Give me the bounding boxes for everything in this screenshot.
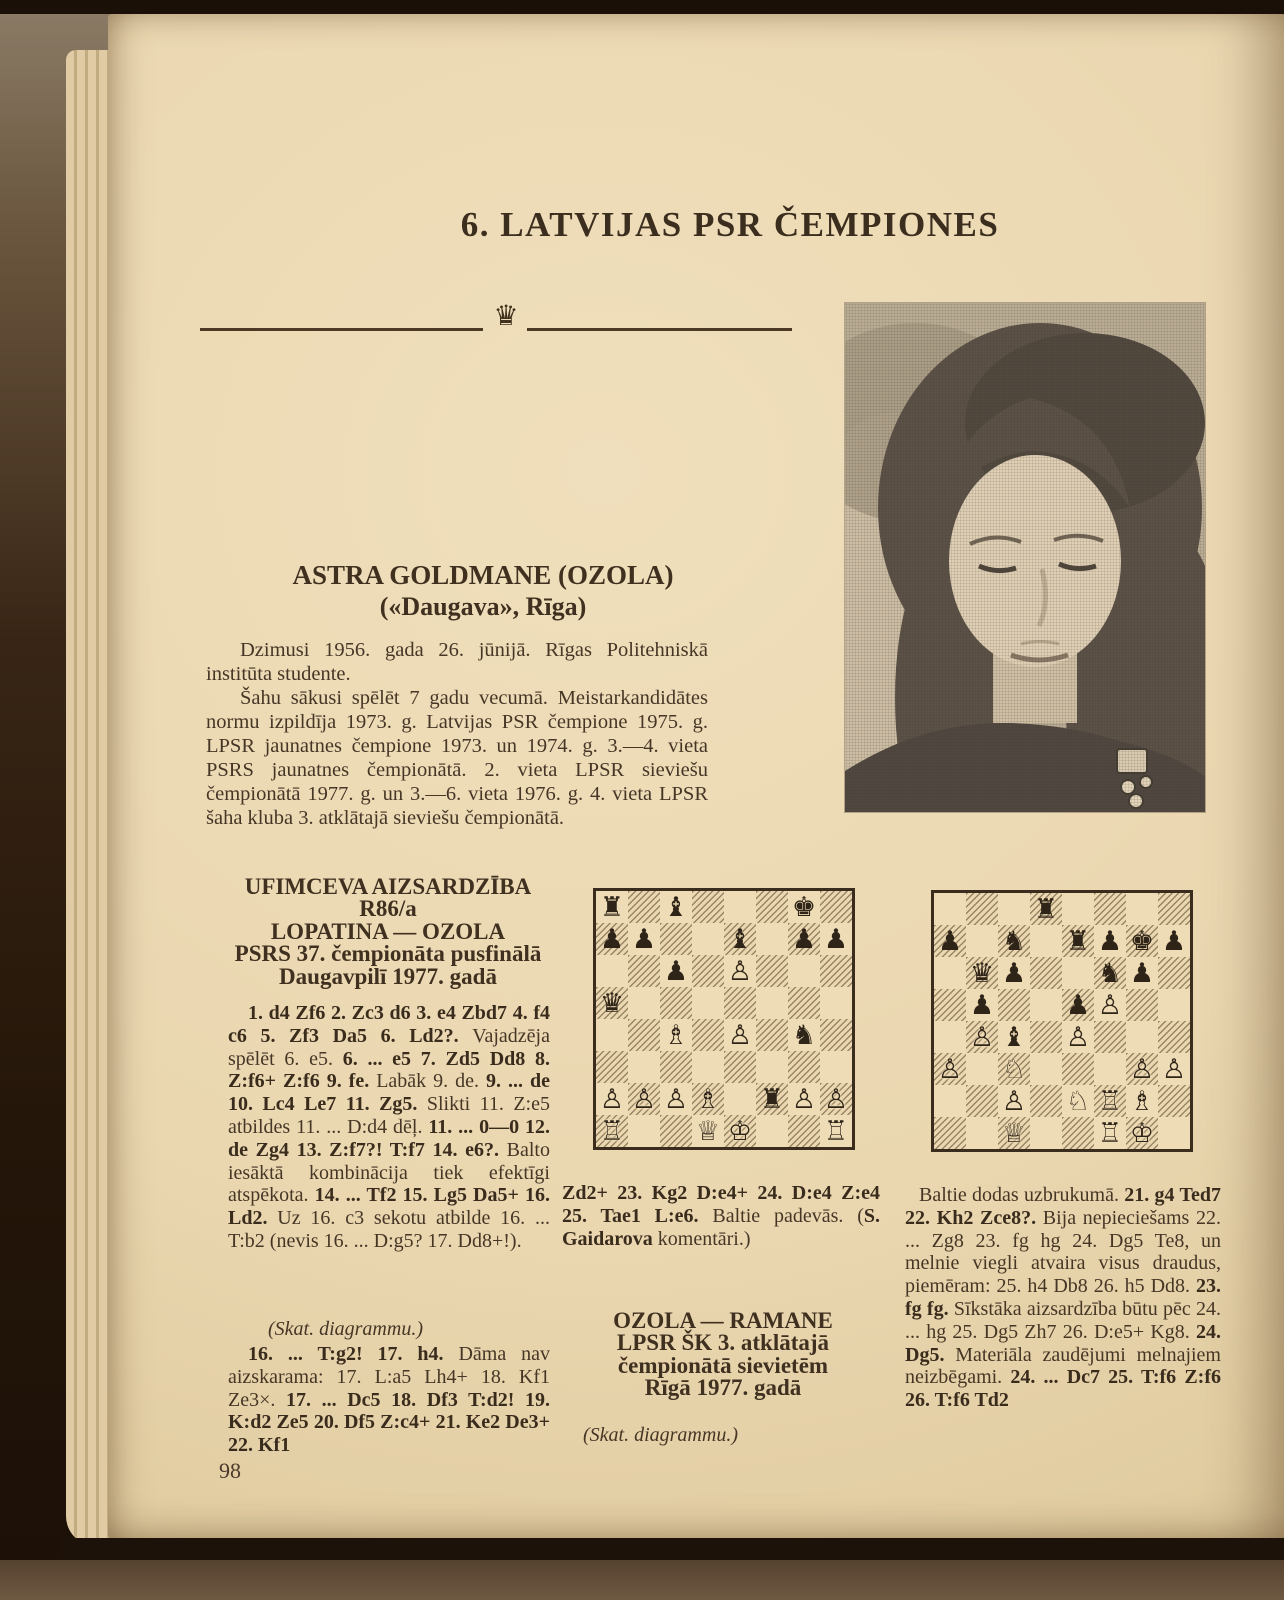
board-square bbox=[788, 923, 820, 955]
board-square bbox=[1126, 989, 1158, 1021]
board-square bbox=[1030, 1053, 1062, 1085]
black-pawn-piece: ♟ bbox=[937, 925, 963, 957]
commentary-text: Sīkstāka aizsardzība būtu pēc 24. ... hg 25. Dg5 Zh7 26. D:e5+ Kg8. bbox=[905, 1297, 1221, 1343]
board-square bbox=[1062, 925, 1094, 957]
black-king-piece: ♚ bbox=[1129, 925, 1155, 957]
board-square bbox=[724, 1115, 756, 1147]
commentary-text: Uz 16. c3 sekotu atbilde 16. ... T:b2 (nevis 16. ... D:g5? 17. Dd8+!). bbox=[228, 1207, 550, 1252]
player-bio bbox=[206, 638, 708, 830]
white-rook-piece: ♖ bbox=[1097, 1117, 1123, 1149]
game2-event-line-2: čempionātā sievietēm bbox=[617, 1352, 829, 1378]
white-pawn-piece: ♙ bbox=[823, 1083, 849, 1115]
white-bishop-piece: ♗ bbox=[695, 1083, 721, 1115]
board-square bbox=[820, 1115, 852, 1147]
white-bishop-piece: ♗ bbox=[663, 1019, 689, 1051]
board-square bbox=[1158, 893, 1190, 925]
white-pawn-piece: ♙ bbox=[663, 1083, 689, 1115]
board-square bbox=[1062, 1021, 1094, 1053]
game-move-text: 17. ... Dc5 18. Df3 T:d2! 19. K:d2 Ze5 20. Df5 Z:c4+ 21. Ke2 De3+ 22. Kf1 bbox=[228, 1388, 550, 1457]
board-square bbox=[692, 1115, 724, 1147]
black-knight-piece: ♞ bbox=[1097, 957, 1123, 989]
board-square bbox=[934, 925, 966, 957]
black-knight-piece: ♞ bbox=[791, 1019, 817, 1051]
board-square bbox=[934, 893, 966, 925]
commentary-text: komentāri.) bbox=[652, 1227, 751, 1250]
board-square bbox=[596, 1083, 628, 1115]
game-move-text: S. Gaidarova bbox=[562, 1204, 880, 1250]
commentary-text: Baltie dodas uzbrukumā. bbox=[919, 1184, 1125, 1206]
white-pawn-piece: ♙ bbox=[1161, 1053, 1187, 1085]
board-square bbox=[756, 1115, 788, 1147]
board-square bbox=[966, 1053, 998, 1085]
board-square bbox=[1126, 893, 1158, 925]
board-square bbox=[596, 891, 628, 923]
game2-see-diagram-note: (Skat. diagrammu.) bbox=[583, 1424, 738, 1446]
white-pawn-piece: ♙ bbox=[1001, 1085, 1027, 1117]
board-square bbox=[1158, 1085, 1190, 1117]
divider-line-right bbox=[527, 328, 792, 331]
board-square bbox=[692, 955, 724, 987]
chess-diagram-2 bbox=[931, 890, 1193, 1152]
board-square bbox=[1062, 957, 1094, 989]
game-move-text: 16. ... T:g2! 17. h4. bbox=[248, 1343, 459, 1365]
crown-icon: ♛ bbox=[493, 299, 519, 332]
board-square bbox=[1094, 1117, 1126, 1149]
white-pawn-piece: ♙ bbox=[599, 1083, 625, 1115]
black-bishop-piece: ♝ bbox=[663, 891, 689, 923]
black-pawn-piece: ♟ bbox=[1001, 957, 1027, 989]
board-square bbox=[934, 957, 966, 989]
board-square bbox=[756, 955, 788, 987]
board-square bbox=[692, 923, 724, 955]
board-square bbox=[756, 923, 788, 955]
board-square bbox=[692, 1019, 724, 1051]
black-pawn-piece: ♟ bbox=[1065, 989, 1091, 1021]
game-move-text: 1. d4 Zf6 2. Zc3 d6 3. e4 Zbd7 4. f4 c6 5. Zf3 Da5 6. Ld2?. bbox=[228, 1002, 550, 1047]
board-square bbox=[934, 1021, 966, 1053]
board-square bbox=[1158, 925, 1190, 957]
black-pawn-piece: ♟ bbox=[969, 989, 995, 1021]
board-square bbox=[1030, 925, 1062, 957]
commentary-text: Materiāla zaudējumi melnajiem neizbēgami. bbox=[905, 1343, 1221, 1389]
board-square bbox=[660, 891, 692, 923]
commentary-text: Labāk 9. de. bbox=[376, 1070, 487, 1093]
game2-moves-paragraph bbox=[905, 1184, 1221, 1412]
page-number: 98 bbox=[219, 1458, 241, 1483]
board-square bbox=[788, 1115, 820, 1147]
board-square bbox=[1126, 1053, 1158, 1085]
board-square bbox=[1094, 1085, 1126, 1117]
board-square bbox=[756, 1051, 788, 1083]
commentary-text: Baltie padevās. ( bbox=[712, 1204, 864, 1227]
board-square bbox=[998, 1085, 1030, 1117]
black-knight-piece: ♞ bbox=[1001, 925, 1027, 957]
board-square bbox=[820, 891, 852, 923]
white-king-piece: ♔ bbox=[727, 1115, 753, 1147]
board-square bbox=[660, 923, 692, 955]
board-square bbox=[998, 1021, 1030, 1053]
white-rook-piece: ♖ bbox=[599, 1115, 625, 1147]
white-knight-piece: ♘ bbox=[1001, 1053, 1027, 1085]
board-square bbox=[628, 891, 660, 923]
game2-players: OZOLA — RAMANE bbox=[613, 1308, 833, 1333]
game-move-text: 14. ... Tf2 15. Lg5 Da5+ 16. Ld2. bbox=[228, 1184, 550, 1230]
black-pawn-piece: ♟ bbox=[1161, 925, 1187, 957]
board-square bbox=[724, 1019, 756, 1051]
game1-opening: UFIMCEVA AIZSARDZĪBA bbox=[244, 874, 532, 899]
board-square bbox=[692, 987, 724, 1019]
board-square bbox=[724, 923, 756, 955]
board-square bbox=[1094, 893, 1126, 925]
board-square bbox=[756, 1083, 788, 1115]
board-square bbox=[724, 987, 756, 1019]
board-square bbox=[628, 923, 660, 955]
board-square bbox=[1094, 957, 1126, 989]
board-square bbox=[1158, 1117, 1190, 1149]
black-pawn-piece: ♟ bbox=[823, 923, 849, 955]
game1-heading bbox=[228, 876, 548, 988]
board-square bbox=[596, 987, 628, 1019]
board-square bbox=[1094, 925, 1126, 957]
board-square bbox=[998, 925, 1030, 957]
game-move-text: 9. ... de 10. Lc4 Le7 11. Zg5. bbox=[228, 1070, 550, 1116]
board-square bbox=[1158, 957, 1190, 989]
white-queen-piece: ♕ bbox=[695, 1115, 721, 1147]
board-square bbox=[724, 1051, 756, 1083]
board-square bbox=[628, 1115, 660, 1147]
black-pawn-piece: ♟ bbox=[791, 923, 817, 955]
white-king-piece: ♔ bbox=[1129, 1117, 1155, 1149]
board-square bbox=[966, 1117, 998, 1149]
board-square bbox=[1030, 989, 1062, 1021]
board-square bbox=[998, 989, 1030, 1021]
portrait-photo bbox=[845, 303, 1205, 812]
board-square bbox=[934, 989, 966, 1021]
board-square bbox=[1094, 989, 1126, 1021]
white-rook-piece: ♖ bbox=[1097, 1085, 1123, 1117]
board-square bbox=[660, 955, 692, 987]
board-square bbox=[966, 893, 998, 925]
board-square bbox=[724, 955, 756, 987]
board-square bbox=[788, 1083, 820, 1115]
commentary-text: Slikti 11. Z:e5 atbildes 11. ... D:d4 dēļ. bbox=[228, 1093, 550, 1138]
board-square bbox=[1030, 1117, 1062, 1149]
black-pawn-piece: ♟ bbox=[663, 955, 689, 987]
board-square bbox=[724, 1083, 756, 1115]
game2-event-line-3: Rīgā 1977. gadā bbox=[644, 1375, 802, 1401]
board-square bbox=[966, 925, 998, 957]
game2-heading bbox=[562, 1310, 884, 1400]
board-square bbox=[724, 891, 756, 923]
white-pawn-piece: ♙ bbox=[1065, 1021, 1091, 1053]
board-square bbox=[820, 923, 852, 955]
board-square bbox=[1030, 1085, 1062, 1117]
board-square bbox=[934, 1117, 966, 1149]
board-square bbox=[820, 1051, 852, 1083]
board-square bbox=[1126, 1117, 1158, 1149]
black-rook-piece: ♜ bbox=[759, 1083, 785, 1115]
white-queen-piece: ♕ bbox=[1001, 1117, 1027, 1149]
black-pawn-piece: ♟ bbox=[599, 923, 625, 955]
board-square bbox=[788, 1019, 820, 1051]
black-king-piece: ♚ bbox=[791, 891, 817, 923]
board-square bbox=[934, 1085, 966, 1117]
board-square bbox=[1126, 1085, 1158, 1117]
black-pawn-piece: ♟ bbox=[1129, 957, 1155, 989]
game1-event: PSRS 37. čempionāta pusfinālā bbox=[234, 941, 542, 967]
board-square bbox=[596, 923, 628, 955]
page-title: 6. LATVIJAS PSR ČEMPIONES bbox=[460, 205, 1000, 244]
board-square bbox=[756, 891, 788, 923]
board-square bbox=[820, 1083, 852, 1115]
black-rook-piece: ♜ bbox=[1033, 893, 1059, 925]
board-square bbox=[1158, 1021, 1190, 1053]
game1-moves-paragraph-1 bbox=[228, 1002, 550, 1253]
player-name-heading: ASTRA GOLDMANE (OZOLA) bbox=[292, 560, 674, 590]
black-rook-piece: ♜ bbox=[1065, 925, 1091, 957]
divider-line-left bbox=[200, 328, 483, 331]
game1-site-date: Daugavpilī 1977. gadā bbox=[279, 963, 497, 989]
game1-players: LOPATINA — OZOLA bbox=[270, 918, 506, 944]
board-square bbox=[1126, 957, 1158, 989]
board-square bbox=[1158, 989, 1190, 1021]
board-square bbox=[692, 1083, 724, 1115]
game-move-text: 11. ... 0—0 12. de Zg4 13. Z:f7?! T:f7 14. e6?. bbox=[228, 1115, 550, 1161]
board-square bbox=[1030, 893, 1062, 925]
commentary-text: Vajadzēja spēlēt 6. e5. bbox=[228, 1024, 550, 1070]
board-square bbox=[660, 987, 692, 1019]
board-square bbox=[966, 989, 998, 1021]
white-pawn-piece: ♙ bbox=[727, 1019, 753, 1051]
bio-paragraph-2: Šahu sākusi spēlēt 7 gadu vecumā. Meistarkandidātes normu izpildīja 1973. g. Latvijas PSR čempione 1975. g. LPSR jaunatnes čempione 1973. un 1974. g. 3.—4. vieta PSRS jaunatnes čempionātā. 2. vieta LPSR sieviešu čempionātā 1977. g. un 3.—6. vieta 1976. g. 4. vieta LPSR šaha kluba 3. atklātajā sieviešu čempionātā. bbox=[206, 687, 708, 829]
board-square bbox=[756, 1019, 788, 1051]
board-square bbox=[628, 955, 660, 987]
book-top-edge bbox=[0, 0, 1284, 14]
game-move-text: Zd2+ 23. Kg2 D:e4+ 24. D:e4 Z:e4 25. Tae1 L:e6. bbox=[562, 1182, 880, 1227]
portrait-illustration bbox=[845, 303, 1205, 812]
board-square bbox=[998, 893, 1030, 925]
board-square bbox=[692, 891, 724, 923]
board-square bbox=[596, 1115, 628, 1147]
commentary-text: Bija nepieciešams 22. ... Zg8 23. fg hg 24. Dg5 Te8, un melnie viegli atvaira visus draudus, piemēram: 25. h4 Db8 26. h5 Dd8. bbox=[905, 1206, 1221, 1298]
white-pawn-piece: ♙ bbox=[1129, 1053, 1155, 1085]
commentary-text: Dāma nav aizskarama: 17. L:a5 Lh4+ 18. Kf1 Ze3×. bbox=[228, 1343, 551, 1411]
board-square bbox=[966, 1021, 998, 1053]
game2-event-line-1: LPSR ŠK 3. atklātajā bbox=[616, 1330, 830, 1356]
board-square bbox=[660, 1115, 692, 1147]
game-move-text: 21. g4 Ted7 22. Kh2 Zce8?. bbox=[905, 1184, 1221, 1229]
white-bishop-piece: ♗ bbox=[1129, 1085, 1155, 1117]
board-square bbox=[1126, 1021, 1158, 1053]
board-square bbox=[788, 1051, 820, 1083]
white-pawn-piece: ♙ bbox=[1097, 989, 1123, 1021]
board-square bbox=[628, 1051, 660, 1083]
board-square bbox=[660, 1051, 692, 1083]
board-square bbox=[1030, 1021, 1062, 1053]
game1-moves-paragraph-3 bbox=[562, 1182, 880, 1250]
black-rook-piece: ♜ bbox=[599, 891, 625, 923]
board-square bbox=[660, 1083, 692, 1115]
board-square bbox=[934, 1053, 966, 1085]
game1-eco-code: R86/a bbox=[359, 896, 417, 922]
board-square bbox=[628, 987, 660, 1019]
board-square bbox=[1062, 989, 1094, 1021]
board-square bbox=[820, 955, 852, 987]
game1-see-diagram-note: (Skat. diagrammu.) bbox=[268, 1318, 423, 1340]
board-square bbox=[692, 1051, 724, 1083]
board-square bbox=[788, 955, 820, 987]
game-move-text: 24. ... Dc7 25. T:f6 Z:f6 26. T:f6 Td2 bbox=[905, 1366, 1222, 1412]
black-queen-piece: ♛ bbox=[969, 957, 995, 989]
board-square bbox=[1062, 1085, 1094, 1117]
black-queen-piece: ♛ bbox=[599, 987, 625, 1019]
board-square bbox=[966, 957, 998, 989]
game-move-text: 24. Dg5. bbox=[905, 1320, 1221, 1366]
board-square bbox=[1158, 1053, 1190, 1085]
board-square bbox=[596, 955, 628, 987]
bio-paragraph-1: Dzimusi 1956. gada 26. jūnijā. Rīgas Politehniskā institūta studente. bbox=[206, 639, 708, 685]
board-square bbox=[1126, 925, 1158, 957]
black-bishop-piece: ♝ bbox=[1001, 1021, 1027, 1053]
black-pawn-piece: ♟ bbox=[1097, 925, 1123, 957]
board-square bbox=[628, 1019, 660, 1051]
board-square bbox=[788, 987, 820, 1019]
commentary-text: Balto iesāktā kombinācija tiek efektīgi atspēkota. bbox=[228, 1138, 550, 1207]
board-square bbox=[1030, 957, 1062, 989]
player-club-heading: («Daugava», Rīga) bbox=[379, 592, 587, 621]
white-pawn-piece: ♙ bbox=[969, 1021, 995, 1053]
black-pawn-piece: ♟ bbox=[631, 923, 657, 955]
white-rook-piece: ♖ bbox=[823, 1115, 849, 1147]
board-square bbox=[1094, 1053, 1126, 1085]
board-square bbox=[1062, 1117, 1094, 1149]
game-move-text: 6. ... e5 7. Zd5 Dd8 8. Z:f6+ Z:f6 9. fe. bbox=[228, 1047, 551, 1093]
board-square bbox=[998, 1053, 1030, 1085]
white-knight-piece: ♘ bbox=[1065, 1085, 1091, 1117]
board-square bbox=[820, 1019, 852, 1051]
board-square bbox=[820, 987, 852, 1019]
board-square bbox=[756, 987, 788, 1019]
book-cover-bottom bbox=[0, 1560, 1284, 1600]
white-pawn-piece: ♙ bbox=[937, 1053, 963, 1085]
board-square bbox=[1094, 1021, 1126, 1053]
white-pawn-piece: ♙ bbox=[727, 955, 753, 987]
board-square bbox=[966, 1085, 998, 1117]
board-square bbox=[1062, 893, 1094, 925]
white-pawn-piece: ♙ bbox=[631, 1083, 657, 1115]
board-square bbox=[788, 891, 820, 923]
chess-diagram-1 bbox=[593, 888, 855, 1150]
board-square bbox=[998, 957, 1030, 989]
board-square bbox=[628, 1083, 660, 1115]
board-square bbox=[998, 1117, 1030, 1149]
game-move-text: 23. fg fg. bbox=[905, 1275, 1221, 1320]
board-square bbox=[596, 1051, 628, 1083]
board-square bbox=[596, 1019, 628, 1051]
board-square bbox=[660, 1019, 692, 1051]
black-bishop-piece: ♝ bbox=[727, 923, 753, 955]
white-pawn-piece: ♙ bbox=[791, 1083, 817, 1115]
board-square bbox=[1062, 1053, 1094, 1085]
game1-moves-paragraph-2 bbox=[228, 1343, 550, 1457]
